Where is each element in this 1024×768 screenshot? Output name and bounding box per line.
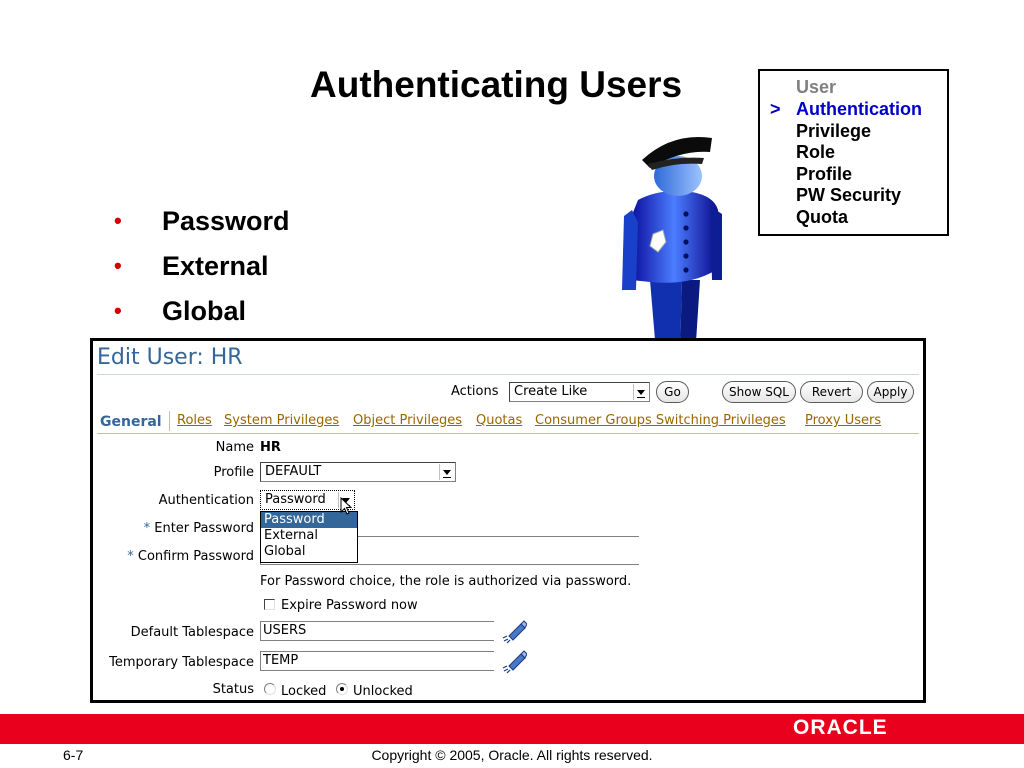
dropdown-option-password[interactable]: Password	[261, 512, 357, 528]
flashlight-search-icon[interactable]	[501, 620, 527, 644]
topic-navigation-box	[758, 69, 949, 236]
actions-select[interactable]	[509, 382, 650, 402]
topic-label: Privilege	[796, 121, 872, 141]
tab-consumer-groups-switching-privileges[interactable]: Consumer Groups Switching Privileges	[535, 413, 786, 428]
topic-label: Profile	[796, 164, 853, 184]
dropdown-option-global[interactable]: Global	[264, 544, 306, 559]
authentication-label: Authentication	[158, 493, 254, 508]
current-topic-marker: >	[770, 99, 781, 119]
page-number: 6-7	[63, 747, 84, 763]
tab-object-privileges[interactable]: Object Privileges	[353, 413, 462, 428]
copyright-text: Copyright © 2005, Oracle. All rights reserved.	[371, 747, 653, 763]
required-marker: *	[143, 521, 151, 536]
default-tablespace-value: USERS	[263, 623, 307, 638]
confirm-password-text: Confirm Password	[137, 549, 254, 564]
flashlight-search-icon[interactable]	[501, 650, 527, 674]
authentication-dropdown-list[interactable]	[260, 511, 358, 563]
bullet-text: Password	[162, 206, 290, 236]
status-locked-label: Locked	[281, 684, 327, 699]
authentication-select-value: Password	[265, 492, 326, 507]
expire-password-label: Expire Password now	[281, 598, 418, 613]
topic-item-role	[760, 141, 947, 163]
tab-system-privileges[interactable]: System Privileges	[224, 413, 340, 428]
tab-quotas[interactable]: Quotas	[476, 413, 523, 428]
topic-item-quota	[760, 206, 947, 228]
actions-select-value: Create Like	[514, 384, 588, 399]
temporary-tablespace-label: Temporary Tablespace	[109, 655, 254, 670]
chevron-down-icon[interactable]	[439, 464, 453, 480]
actions-label: Actions	[451, 384, 499, 399]
bullet-dot: •	[114, 253, 122, 278]
bullet-dot: •	[114, 208, 122, 233]
oracle-logo: ORACLE	[793, 716, 888, 739]
temporary-tablespace-value: TEMP	[263, 653, 299, 668]
topic-label: Quota	[796, 207, 848, 227]
tab-separator	[169, 411, 170, 431]
show-sql-button[interactable]: Show SQL	[722, 381, 796, 403]
page-heading: Edit User: HR	[97, 345, 243, 370]
topic-label: Role	[796, 142, 836, 162]
password-hint-text: For Password choice, the role is authorized via password.	[260, 574, 632, 589]
default-tablespace-label: Default Tablespace	[130, 625, 254, 640]
default-tablespace-field[interactable]	[260, 621, 494, 641]
name-label: Name	[215, 440, 254, 455]
dropdown-option-external[interactable]: External	[264, 528, 318, 543]
name-value: HR	[260, 440, 281, 455]
security-guard-icon	[620, 130, 730, 356]
heading-divider	[97, 374, 919, 375]
topic-label: Authentication	[796, 99, 922, 119]
bullet-dot: •	[114, 298, 122, 323]
tabs-divider	[97, 433, 919, 434]
revert-button[interactable]: Revert	[800, 381, 863, 403]
topic-item-pw-security	[760, 184, 947, 206]
tab-roles[interactable]: Roles	[177, 413, 212, 428]
profile-select[interactable]	[260, 462, 456, 482]
topic-label: PW Security	[796, 185, 902, 205]
tab-proxy-users[interactable]: Proxy Users	[805, 413, 882, 428]
enter-password-label	[90, 521, 254, 536]
topic-item-user	[760, 76, 947, 98]
edit-user-screenshot	[90, 338, 926, 703]
temporary-tablespace-field[interactable]	[260, 651, 494, 671]
bullet-text: Global	[162, 296, 247, 326]
topic-item-profile	[760, 163, 947, 185]
slide-title: Authenticating Users	[310, 64, 683, 105]
confirm-password-label	[90, 549, 254, 564]
profile-label: Profile	[213, 465, 254, 480]
mouse-cursor-icon	[340, 497, 352, 515]
profile-select-value: DEFAULT	[265, 464, 322, 479]
chevron-down-icon[interactable]	[633, 384, 647, 400]
status-unlocked-label: Unlocked	[353, 684, 413, 699]
apply-button[interactable]: Apply	[867, 381, 914, 403]
status-label: Status	[212, 682, 254, 697]
tab-general[interactable]: General	[100, 414, 162, 430]
status-unlocked-radio[interactable]	[336, 683, 348, 695]
bullet-text: External	[162, 251, 269, 281]
topic-item-privilege	[760, 120, 947, 142]
topic-label: User	[796, 77, 837, 97]
enter-password-text: Enter Password	[154, 521, 254, 536]
status-locked-radio[interactable]	[264, 683, 276, 695]
expire-password-checkbox[interactable]	[264, 599, 275, 610]
go-button[interactable]: Go	[656, 381, 689, 403]
topic-item-authentication	[760, 98, 947, 120]
required-marker: *	[127, 549, 134, 564]
